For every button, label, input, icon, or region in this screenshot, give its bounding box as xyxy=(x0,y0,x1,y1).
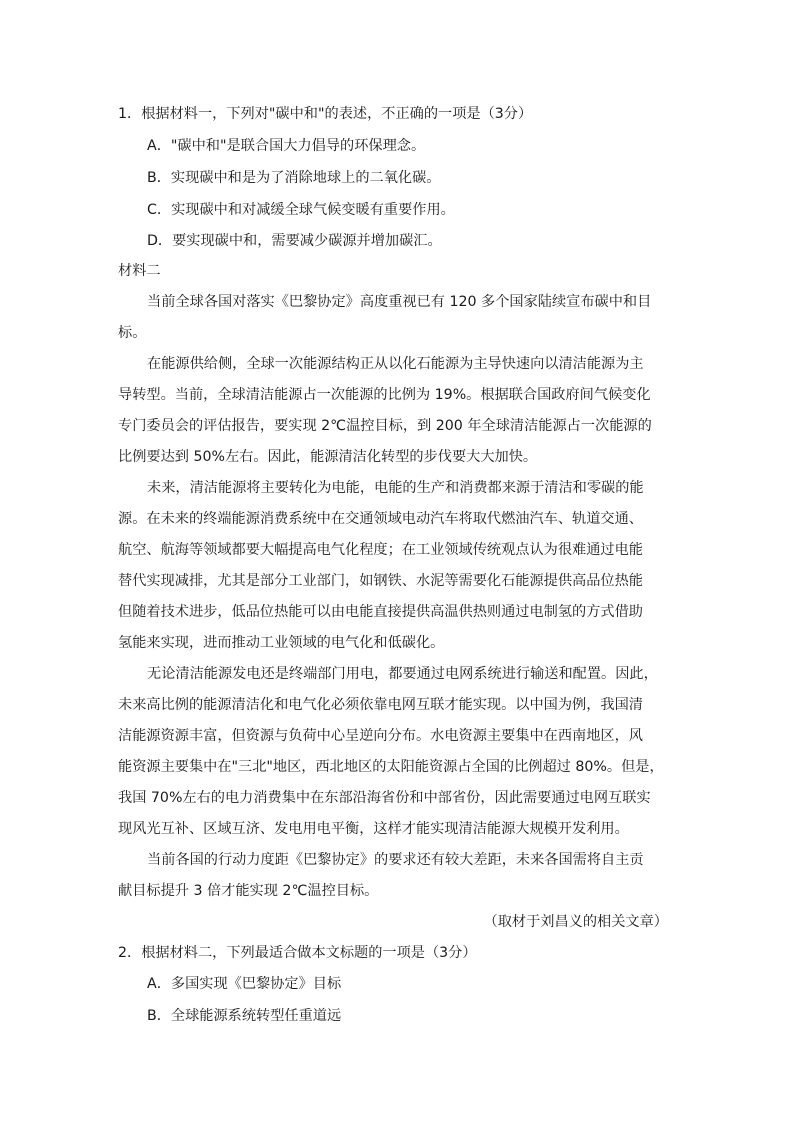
material-2-line: 航空、航海等领域都要大幅提高电气化程度；在工业领域传统观点认为很难通过电能 xyxy=(118,542,643,558)
material-2-heading: 材料二 xyxy=(118,263,161,279)
question-2-stem: 2．根据材料二，下列最适合做本文标题的一项是（3分） xyxy=(118,945,477,961)
material-2-source: （取材于刘昌义的相关文章） xyxy=(483,914,668,930)
question-1-option-a: A．"碳中和"是联合国大力倡导的环保理念。 xyxy=(147,138,426,154)
material-2-line: 未来高比例的能源清洁化和电气化必须依靠电网互联才能实现。以中国为例，我国清 xyxy=(118,697,643,713)
material-2-line: 专门委员会的评估报告，要实现 2℃温控目标，到 200 年全球清洁能源占一次能源的 xyxy=(118,418,652,434)
material-2-line: 洁能源资源丰富，但资源与负荷中心呈逆向分布。水电资源主要集中在西南地区，风 xyxy=(118,728,643,744)
material-2-line: 能资源主要集中在"三北"地区，西北地区的太阳能资源占全国的比例超过 80%。但是， xyxy=(118,759,664,775)
question-1-stem: 1．根据材料一，下列对"碳中和"的表述，不正确的一项是（3分） xyxy=(118,106,533,122)
material-2-line: 无论清洁能源发电还是终端部门用电，都要通过电网系统进行输送和配置。因此， xyxy=(147,666,658,682)
question-1-option-b: B．实现碳中和是为了消除地球上的二氧化碳。 xyxy=(147,170,441,186)
material-2-line: 现风光互补、区域互济、发电用电平衡，这样才能实现清洁能源大规模开发利用。 xyxy=(118,821,629,837)
question-2-option-b: B．全球能源系统转型任重道远 xyxy=(147,1008,342,1024)
question-1-option-d: D．要实现碳中和，需要减少碳源并增加碳汇。 xyxy=(147,233,442,249)
material-2-line: 替代实现减排，尤其是部分工业部门，如钢铁、水泥等需要化石能源提供高品位热能 xyxy=(118,573,643,589)
material-2-line: 但随着技术进步，低品位热能可以由电能直接提供高温供热则通过电制氢的方式借助 xyxy=(118,604,643,620)
material-2-line: 当前各国的行动力度距《巴黎协定》的要求还有较大差距，未来各国需将自主贡 xyxy=(147,852,644,868)
material-2-line: 氢能来实现，进而推动工业领域的电气化和低碳化。 xyxy=(118,635,445,651)
material-2-line: 在能源供给侧，全球一次能源结构正从以化石能源为主导快速向以清洁能源为主 xyxy=(147,356,644,372)
material-2-line: 献目标提升 3 倍才能实现 2℃温控目标。 xyxy=(118,883,379,899)
material-2-line: 我国 70%左右的电力消费集中在东部沿海省份和中部省份，因此需要通过电网互联实 xyxy=(118,790,651,806)
question-2-option-a: A．多国实现《巴黎协定》目标 xyxy=(147,976,342,992)
material-2-line: 未来，清洁能源将主要转化为电能，电能的生产和消费都来源于清洁和零碳的能 xyxy=(147,480,644,496)
material-2-line: 源。在未来的终端能源消费系统中在交通领域电动汽车将取代燃油汽车、轨道交通、 xyxy=(118,511,643,527)
question-1-option-c: C．实现碳中和对减缓全球气候变暖有重要作用。 xyxy=(147,202,455,218)
material-2-line: 导转型。当前，全球清洁能源占一次能源的比例为 19%。根据联合国政府间气候变化 xyxy=(118,387,651,403)
material-2-line: 标。 xyxy=(118,325,147,341)
material-2-line: 比例要达到 50%左右。因此，能源清洁化转型的步伐要大大加快。 xyxy=(118,449,538,465)
material-2-line: 当前全球各国对落实《巴黎协定》高度重视已有 120 多个国家陆续宣布碳中和目 xyxy=(147,294,652,310)
